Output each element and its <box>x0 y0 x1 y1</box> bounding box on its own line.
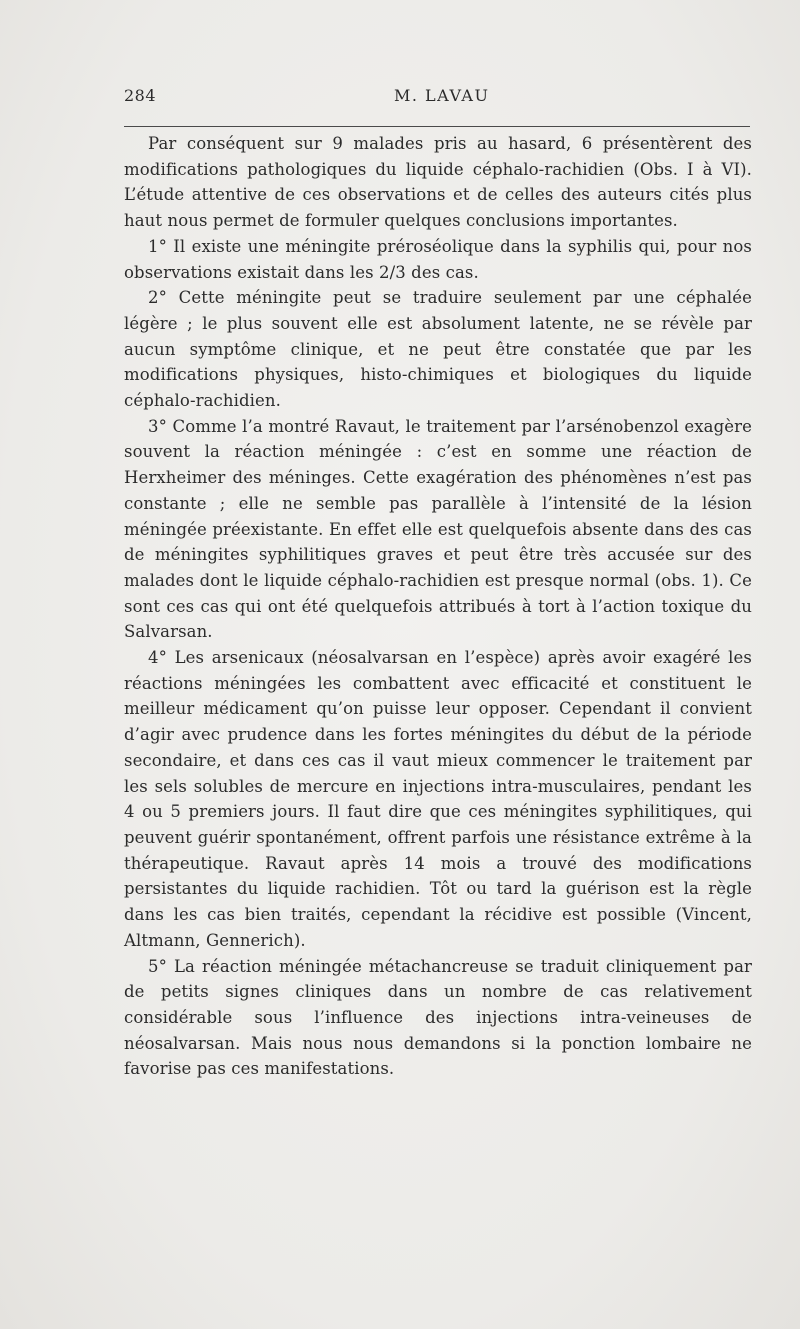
paragraph-conclusion-1: 1° Il existe une méningite préroséolique dans la syphilis qui, pour nos observations existait dans les 2/3 des cas. <box>124 236 752 282</box>
running-head: M. LAVAU <box>394 86 490 105</box>
paragraph-conclusion-3: 3° Comme l’a montré Ravaut, le traitement par l’arsénobenzol exagère souvent la réaction méningée : c’est en somme une réaction de Herxheimer des méninges. Cette exagération des phénomènes n’est pas constante ; elle ne semble pas parallèle à l’intensité de la lésion méningée préexistante. En effet elle est quelquefois absente dans des cas de méningites syphilitiques graves et peut être très accusée sur des malades dont le liquide céphalo-rachidien est presque normal (obs. 1). Ce sont ces cas qui ont été quelquefois attribués à tort à l’action toxique du Salvarsan. <box>124 416 752 642</box>
paragraph-conclusion-2: 2° Cette méningite peut se traduire seulement par une céphalée légère ; le plus souvent elle est absolument latente, ne se révèle par aucun symptôme clinique, et ne peut être constatée que par les modifications physiques, histo-chimiques et biologiques du liquide céphalo-rachidien. <box>124 288 752 411</box>
body-text <box>124 131 752 1082</box>
paragraph-conclusion-4: 4° Les arsenicaux (néosalvarsan en l’espèce) après avoir exagéré les réactions méningées les combattent avec efficacité et constituent le meilleur médicament qu’on puisse leur opposer. Cependant il convient d’agir avec prudence dans les fortes méningites du début de la période secondaire, et dans ces cas il vaut mieux commencer le traitement par les sels solubles de mercure en injections intra-musculaires, pendant les 4 ou 5 premiers jours. Il faut dire que ces méningites syphilitiques, qui peuvent guérir spontanément, offrent parfois une résistance extrême à la thérapeutique. Ravaut après 14 mois a trouvé des modifications persistantes du liquide rachidien. Tôt ou tard la guérison est la règle dans les cas bien traités, cependant la récidive est possible (Vincent, Altmann, Gennerich). <box>124 648 752 950</box>
page-number: 284 <box>124 86 157 105</box>
paragraph-intro: Par conséquent sur 9 malades pris au hasard, 6 présentèrent des modifications pathologiques du liquide céphalo-rachidien (Obs. I à VI). L’étude attentive de ces observations et de celles des auteurs cités plus haut nous permet de formuler quelques conclusions importantes. <box>124 134 752 231</box>
page-header <box>124 86 750 110</box>
header-rule <box>124 126 750 127</box>
paragraph-conclusion-5: 5° La réaction méningée métachancreuse se traduit cliniquement par de petits signes cliniques dans un nombre de cas relativement considérable sous l’influence des injections intra-veineuses de néosalvarsan. Mais nous nous demandons si la ponction lombaire ne favorise pas ces manifestations. <box>124 956 752 1079</box>
